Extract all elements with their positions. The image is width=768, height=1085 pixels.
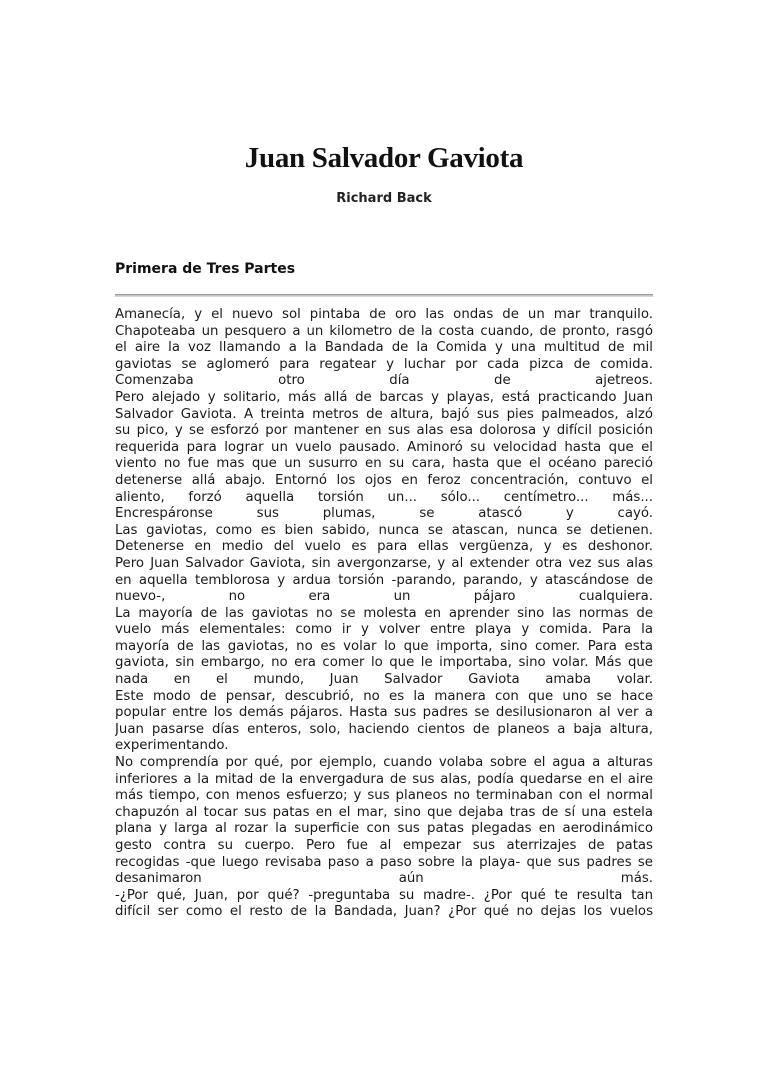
text-line: Juan pasarse días enteros, solo, haciendo cientos de planeos a baja altura, [115, 721, 653, 737]
text-line: Comenzaba otro día de ajetreos. [115, 373, 653, 389]
text-line: el aire la voz llamando a la Bandada de la Comida y una multitud de mil [115, 340, 653, 356]
text-line: Las gaviotas, como es bien sabido, nunca se atascan, nunca se detienen. [115, 522, 653, 538]
text-line: Salvador Gaviota. A treinta metros de altura, bajó sus pies palmeados, alzó [115, 406, 653, 422]
text-line: gaviotas se aglomeró para regatear y luchar por cada pizca de comida. [115, 356, 653, 372]
section-heading: Primera de Tres Partes [115, 261, 296, 277]
text-line: popular entre los demás pájaros. Hasta sus padres se desilusionaron al ver a [115, 705, 653, 721]
text-line: Amanecía, y el nuevo sol pintaba de oro las ondas de un mar tranquilo. [115, 307, 653, 322]
text-line: plana y larga al rozar la superficie con sus patas plegadas en aerodinámico [115, 821, 653, 837]
text-line: Pero alejado y solitario, más allá de barcas y playas, está practicando Juan [115, 389, 653, 405]
text-line: inferiores a la mitad de la envergadura de sus alas, podía quedarse en el aire [115, 771, 653, 787]
text-line: nuevo-, no era un pájaro cualquiera. [115, 589, 653, 605]
text-line: Chapoteaba un pesquero a un kilometro de la costa cuando, de pronto, rasgó [115, 323, 653, 339]
text-line: chapuzón al tocar sus patas en el mar, sino que dejaba tras de sí una estela [115, 804, 653, 820]
document-author: Richard Back [336, 191, 432, 206]
text-line: mayoría de las gaviotas, no es volar lo que importa, sino comer. Para esta [115, 638, 653, 654]
text-line: recogidas -que luego revisaba paso a paso sobre la playa- que sus padres se [115, 854, 653, 870]
text-line: detenerse allá abajo. Entornó los ojos en feroz concentración, contuvo el [115, 472, 653, 488]
horizontal-rule [115, 294, 653, 297]
text-line: difícil ser como el resto de la Bandada, Juan? ¿Por qué no dejas los vuelos [115, 904, 653, 920]
text-line: -¿Por qué, Juan, por qué? -preguntaba su madre-. ¿Por qué te resulta tan [115, 887, 653, 903]
text-line: Detenerse en medio del vuelo es para ellas vergüenza, y es deshonor. [115, 539, 653, 555]
text-line: requerida para lograr un vuelo pausado. Aminoró su velocidad hasta que el [115, 439, 653, 455]
text-line: Encrespáronse sus plumas, se atascó y cayó. [115, 506, 653, 522]
body-text [115, 307, 653, 921]
text-line: desanimaron aún más. [115, 871, 653, 887]
text-line: vuelo más elementales: como ir y volver entre playa y comida. Para la [115, 622, 653, 638]
text-line: Pero Juan Salvador Gaviota, sin avergonzarse, y al extender otra vez sus alas [115, 555, 653, 571]
document-title: Juan Salvador Gaviota [244, 142, 524, 174]
text-line: más tiempo, con menos esfuerzo; y sus planeos no terminaban con el normal [115, 788, 653, 804]
text-line: aliento, forzó aquella torsión un... sólo... centímetro... más... [115, 489, 653, 505]
text-line: gesto contra su cuerpo. Pero fue al empezar sus aterrizajes de patas [115, 838, 653, 853]
text-line: No comprendía por qué, por ejemplo, cuando volaba sobre el agua a alturas [115, 755, 653, 771]
text-line: viento no fue mas que un susurro en su cara, hasta que el océano pareció [115, 456, 653, 472]
text-line: Este modo de pensar, descubrió, no es la manera con que uno se hace [115, 688, 653, 704]
text-line: gaviota, sin embargo, no era comer lo que le importaba, sino volar. Más que [115, 655, 653, 671]
text-line: su pico, y se esforzó por mantener en sus alas esa dolorosa y difícil posición [115, 423, 653, 439]
text-line: La mayoría de las gaviotas no se molesta en aprender sino las normas de [115, 605, 653, 621]
text-line: en aquella temblorosa y ardua torsión -parando, parando, y atascándose de [115, 572, 653, 588]
text-line: experimentando. [115, 738, 229, 754]
text-line: nada en el mundo, Juan Salvador Gaviota amaba volar. [115, 672, 653, 688]
